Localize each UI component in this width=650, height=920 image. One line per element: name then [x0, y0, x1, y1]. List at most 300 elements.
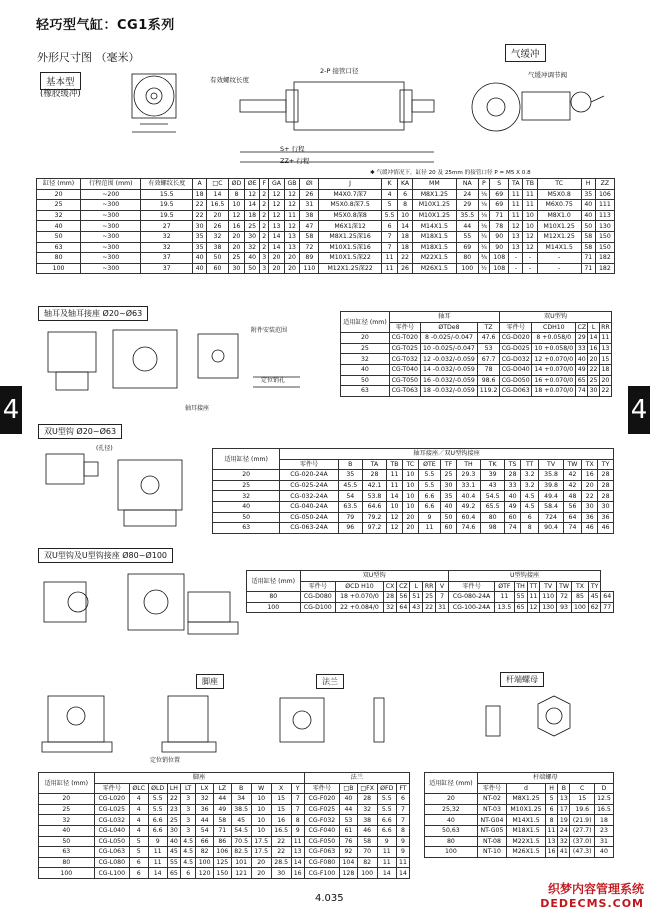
table-cell: 10: [523, 221, 537, 232]
table-cell: 5.5: [418, 480, 440, 491]
table-row: [39, 825, 410, 836]
table-cell: 20: [269, 263, 285, 274]
table-cell: 49: [213, 804, 231, 815]
table-cell: 106: [595, 189, 614, 200]
table-cell: 25: [228, 253, 244, 264]
single-clevis-drawing: [38, 322, 336, 408]
table-header-cell: ØLC: [129, 783, 148, 794]
table-cell: 35: [193, 231, 207, 242]
table-cell: 18: [398, 231, 412, 242]
table-cell: 71: [581, 263, 595, 274]
table-cell: 72: [557, 592, 572, 603]
table-cell: CG-F032: [304, 815, 339, 826]
table-cell: CG-T040: [389, 364, 420, 375]
table-cell: ½: [478, 263, 490, 274]
cylinder-outline-drawing: [36, 62, 631, 170]
table-cell: M22X1.5: [412, 253, 456, 264]
table-cell: 5.5: [418, 470, 440, 481]
table-header-cell: TT: [520, 459, 539, 470]
table-cell: ~300: [81, 263, 141, 274]
table-cell: M5X0.8深8: [319, 210, 381, 221]
table-cell: 14 -0.032/-0.059: [420, 364, 478, 375]
table-cell: 11: [377, 857, 396, 868]
table-cell: CG-020-24A: [280, 470, 338, 481]
table-header-cell: □C: [207, 179, 229, 190]
table-cell: 40: [193, 263, 207, 274]
table-row: [37, 242, 615, 253]
table-cell: 63.5: [338, 501, 362, 512]
table-cell: M12X1.25: [537, 231, 581, 242]
table-cell: 69: [490, 200, 509, 211]
table-cell: 40: [581, 210, 595, 221]
table-cell: 65: [167, 868, 180, 879]
table-header-cell: TV: [540, 581, 557, 592]
table-header-cell: TC: [403, 459, 419, 470]
table-cell: -: [523, 263, 537, 274]
port-note: 2-P 接管口径: [320, 67, 359, 75]
table-cell: 55: [167, 857, 180, 868]
table-row: [37, 221, 615, 232]
table-cell: 40: [505, 491, 521, 502]
table-cell: (21.9): [570, 815, 594, 826]
table-cell: 22: [167, 794, 180, 805]
table-cell: 7: [381, 231, 398, 242]
table-cell: (37.0): [570, 836, 594, 847]
table-cell: 11: [509, 210, 523, 221]
table-header-cell: TA: [509, 179, 523, 190]
table-cell: 17.5: [251, 847, 271, 858]
table-cell: 44: [456, 221, 478, 232]
table-cell: 20: [341, 333, 390, 344]
table-cell: 11: [396, 857, 409, 868]
table-cell: ⅛: [478, 200, 490, 211]
table-cell: 93: [557, 602, 572, 613]
table-row: [341, 386, 612, 397]
table-cell: 6: [129, 868, 148, 879]
table-cell: 70.5: [231, 836, 251, 847]
table-header-cell: RR: [601, 323, 610, 331]
table-cell: 46: [598, 523, 614, 534]
foot-flange-nut-drawing: [38, 686, 618, 766]
table-header-cell: CX: [383, 581, 396, 592]
table-cell: 36: [196, 804, 214, 815]
table-row: [39, 857, 410, 868]
table-cell: M5X0.8: [537, 189, 581, 200]
table-cell: 150: [595, 242, 614, 253]
table-cell: CG-D050: [499, 375, 531, 386]
table-cell: 7: [436, 592, 448, 603]
table-cell: 100: [39, 868, 95, 879]
table-cell: 22: [422, 602, 435, 613]
table-cell: CG-025-24A: [280, 480, 338, 491]
table-header-cell: 行程范围 (mm): [81, 179, 141, 190]
table-cell: 54.5: [231, 825, 251, 836]
table-cell: 78: [478, 364, 500, 375]
rod-nut-table: [424, 772, 614, 858]
table-cell: 18: [398, 242, 412, 253]
double-clevis-pin-title: 双U型钩及U型钩接座 Ø80~Ø100: [38, 548, 173, 563]
table-cell: CG-L040: [94, 825, 129, 836]
table-cell: 35.5: [456, 210, 478, 221]
table-cell: 44: [196, 815, 214, 826]
table-header-cell: CZ: [397, 581, 410, 592]
table-cell: 13: [509, 231, 523, 242]
table-row: [39, 794, 410, 805]
table-cell: 12.5: [594, 794, 613, 805]
table-cell: 45: [167, 847, 180, 858]
table-cell: 54: [196, 825, 214, 836]
table-cell: 19.5: [141, 210, 193, 221]
table-row: [213, 480, 614, 491]
table-row: [213, 523, 614, 534]
table-cell: 58.4: [539, 501, 563, 512]
table-cell: M12X1.25深22: [319, 263, 381, 274]
stroke-s-label: S+ 行程: [280, 145, 305, 153]
table-cell: 18 -0.032/-0.059: [420, 386, 478, 397]
table-cell: CG-D063: [499, 386, 531, 397]
table-group-header: 适用缸径 (mm): [213, 449, 280, 470]
table-cell: M8X1.25: [507, 794, 546, 805]
table-cell: 31: [594, 836, 613, 847]
table-cell: 44: [213, 794, 231, 805]
table-cell: 18: [594, 815, 613, 826]
table-cell: 26: [300, 189, 319, 200]
table-row: [39, 836, 410, 847]
table-cell: 54: [338, 491, 362, 502]
table-cell: 4.5: [520, 491, 539, 502]
table-cell: 97.2: [362, 523, 386, 534]
air-cushion-label: 气缓冲: [505, 44, 546, 62]
table-cell: 5: [129, 836, 148, 847]
table-cell: 13: [558, 794, 570, 805]
table-cell: 28.5: [271, 857, 291, 868]
table-cell: M8X1.25: [412, 189, 456, 200]
table-header-cell: J: [319, 179, 381, 190]
table-cell: 33: [576, 343, 588, 354]
table-header-cell: B: [558, 783, 570, 794]
table-cell: 22: [271, 847, 291, 858]
table-cell: 14: [396, 868, 409, 879]
table-header-cell: P: [478, 179, 490, 190]
table-cell: 100: [357, 868, 377, 879]
double-clevis-drawing: [38, 440, 213, 544]
table-cell: 40: [576, 354, 588, 365]
table-cell: 9: [396, 836, 409, 847]
table-cell: 3.2: [520, 470, 539, 481]
table-header-cell: □FX: [357, 783, 377, 794]
table-cell: 11: [377, 847, 396, 858]
table-cell: 19: [558, 815, 570, 826]
table-cell: 100: [37, 263, 81, 274]
table-cell: 64: [397, 602, 410, 613]
table-cell: CG-F050: [304, 836, 339, 847]
table-cell: 3: [260, 263, 269, 274]
single-clevis-title: 轴耳及轴耳接座 Ø20~Ø63: [38, 306, 148, 321]
table-cell: 14: [207, 189, 229, 200]
table-cell: 22 +0.084/0: [336, 602, 384, 613]
table-cell: 71: [490, 210, 509, 221]
table-cell: 43: [410, 602, 422, 613]
table-cell: 8: [545, 815, 557, 826]
table-cell: 12: [269, 189, 285, 200]
table-header-cell: L: [410, 581, 422, 592]
table-cell: 36: [598, 512, 614, 523]
table-cell: 11: [284, 210, 300, 221]
table-cell: 25,32: [425, 804, 478, 815]
positioning-hole-label-2: 定位销位置: [150, 757, 181, 764]
table-cell: CG-T025: [389, 343, 420, 354]
table-cell: 125: [213, 857, 231, 868]
table-cell: 100: [456, 263, 478, 274]
table-header-cell: RR: [422, 581, 435, 592]
table-cell: 2: [260, 242, 269, 253]
table-cell: 150: [595, 231, 614, 242]
clevis-table: [340, 311, 612, 397]
table-cell: 63: [39, 847, 95, 858]
table-cell: 80: [39, 857, 95, 868]
table-header-cell: 零件号: [448, 581, 494, 592]
table-cell: 8: [396, 825, 409, 836]
table-header-cell: 零件号: [304, 783, 339, 794]
table-cell: 7: [291, 804, 304, 815]
table-cell: 11: [599, 333, 611, 344]
table-cell: CG-L063: [94, 847, 129, 858]
table-cell: 56: [397, 592, 410, 603]
table-cell: 110: [540, 592, 557, 603]
table-cell: 23: [167, 804, 180, 815]
table-cell: 13: [509, 242, 523, 253]
table-cell: 25: [245, 221, 260, 232]
table-cell: 12: [523, 231, 537, 242]
table-cell: M10X1.25: [412, 200, 456, 211]
table-cell: 120: [196, 868, 214, 879]
table-row: [37, 253, 615, 264]
table-header-cell: ØCD H10: [336, 581, 384, 592]
table-cell: 25: [341, 343, 390, 354]
table-cell: 20: [37, 189, 81, 200]
table-cell: 16 -0.032/-0.059: [420, 375, 478, 386]
table-cell: 5.5: [377, 804, 396, 815]
table-cell: M18X1.5: [412, 231, 456, 242]
table-cell: M18X1.5: [507, 825, 546, 836]
table-cell: 37: [141, 253, 193, 264]
effective-thread-label: 有效螺纹长度: [210, 76, 249, 84]
table-cell: 12: [284, 221, 300, 232]
table-cell: -: [537, 253, 581, 264]
table-cell: 60: [505, 512, 521, 523]
table-cell: M8X1.0: [537, 210, 581, 221]
table-header-cell: ØTF: [495, 581, 514, 592]
table-cell: 20: [599, 375, 611, 386]
table-cell: 9: [377, 836, 396, 847]
table-cell: 14 +0.070/0: [532, 364, 576, 375]
table-cell: 18: [599, 364, 611, 375]
table-cell: 12: [509, 221, 523, 232]
table-cell: 6.6: [148, 815, 167, 826]
table-cell: ~200: [81, 189, 141, 200]
table-cell: 27: [141, 221, 193, 232]
table-header-cell: □B: [340, 783, 358, 794]
table-cell: 4: [129, 815, 148, 826]
table-header-cell: TV: [539, 459, 563, 470]
flange-label: 法兰: [316, 674, 344, 689]
table-cell: 98.6: [478, 375, 500, 386]
table-cell: 121: [231, 868, 251, 879]
table-cell: 67.7: [478, 354, 500, 365]
table-cell: M10X1.5深16: [319, 242, 381, 253]
table-row: [247, 602, 614, 613]
table-cell: 12: [269, 210, 285, 221]
watermark: [540, 880, 644, 910]
table-group-header: 双U型钩: [300, 571, 448, 582]
table-cell: 80: [425, 836, 478, 847]
table-cell: 86: [213, 836, 231, 847]
table-cell: M14X1.5: [412, 221, 456, 232]
table-header-cell: TA: [362, 459, 386, 470]
table-cell: NT-G04: [477, 815, 506, 826]
table-cell: 35: [338, 470, 362, 481]
double-clevis-title: 双U型钩 Ø20~Ø63: [38, 424, 122, 439]
table-cell: 13: [599, 343, 611, 354]
table-cell: 12: [228, 210, 244, 221]
table-cell: 5: [545, 794, 557, 805]
table-cell: 15: [599, 354, 611, 365]
table-cell: 32: [37, 210, 81, 221]
table-cell: M22X1.5: [507, 836, 546, 847]
foot-label: 脚座: [196, 674, 224, 689]
watermark-line2: DEDECMS.COM: [540, 897, 644, 910]
table-row: [37, 210, 615, 221]
table-header-cell: TY: [588, 581, 600, 592]
table-header-cell: TC: [537, 179, 581, 190]
table-cell: 12: [523, 242, 537, 253]
table-cell: 20: [207, 210, 229, 221]
table-header-cell: 零件号: [499, 322, 531, 333]
table-cell: 3: [260, 253, 269, 264]
table-cell: 32: [245, 242, 260, 253]
table-cell: 22: [271, 836, 291, 847]
table-cell: 60: [207, 263, 229, 274]
table-cell: 92: [340, 847, 358, 858]
table-cell: 43: [481, 480, 505, 491]
table-cell: 25: [39, 804, 95, 815]
table-cell: 30: [441, 480, 457, 491]
table-cell: 40: [37, 221, 81, 232]
table-cell: 3: [181, 815, 196, 826]
table-header-cell: ØI: [300, 179, 319, 190]
table-cell: 11: [387, 480, 403, 491]
table-header-cell: TF: [441, 459, 457, 470]
table-cell: 74: [563, 523, 582, 534]
table-group-header: 杆端螺母: [477, 773, 613, 784]
table-cell: 80: [456, 253, 478, 264]
table-header-cell: TH: [514, 581, 527, 592]
table-cell: 28: [383, 592, 396, 603]
table-cell: 16: [291, 868, 304, 879]
table-cell: 35: [441, 491, 457, 502]
table-cell: 18 +0.070/0: [532, 386, 576, 397]
table-cell: 37: [141, 263, 193, 274]
table-cell: 16: [582, 470, 598, 481]
table-cell: ~300: [81, 242, 141, 253]
table-header-cell: L: [588, 322, 599, 333]
table-cell: 34: [231, 794, 251, 805]
table-cell: 8: [291, 815, 304, 826]
table-cell: 10: [228, 200, 244, 211]
table-header-cell: 零件号: [300, 581, 336, 592]
table-cell: CG-F100: [304, 868, 339, 879]
table-cell: 70: [357, 847, 377, 858]
table-row: [39, 804, 410, 815]
table-cell: ¼: [478, 231, 490, 242]
table-cell: 25: [441, 470, 457, 481]
table-cell: 4: [129, 825, 148, 836]
table-cell: 66: [196, 836, 214, 847]
table-cell: 20: [284, 253, 300, 264]
table-cell: 49.4: [539, 491, 563, 502]
table-cell: NT-10: [477, 847, 506, 858]
page-title: 轻巧型气缸：CG1系列: [36, 18, 175, 33]
table-cell: 74: [505, 523, 521, 534]
table-cell: CG-L032: [94, 815, 129, 826]
table-cell: NT-08: [477, 836, 506, 847]
table-cell: 32: [39, 815, 95, 826]
table-cell: 44: [340, 804, 358, 815]
table-header-cell: TH: [456, 459, 480, 470]
table-cell: 108: [490, 263, 509, 274]
table-header-cell: C: [570, 783, 594, 794]
table-cell: 12: [284, 200, 300, 211]
table-header-cell: 有效螺纹长度: [141, 179, 193, 190]
table-cell: 49: [576, 364, 588, 375]
table-cell: 12: [527, 602, 539, 613]
table-header-cell: Y: [291, 783, 304, 794]
table-cell: 63: [213, 523, 280, 534]
table-cell: 89: [300, 253, 319, 264]
table-cell: 20: [403, 523, 419, 534]
table-cell: 13.5: [495, 602, 514, 613]
table-cell: 7: [396, 804, 409, 815]
table-row: [213, 491, 614, 502]
table-group-header: 适用缸径 (mm): [425, 773, 478, 794]
table-group-header: 轴耳: [389, 312, 499, 323]
table-cell: 32: [207, 231, 229, 242]
table-cell: 31: [436, 602, 448, 613]
table-cell: 47.6: [478, 333, 500, 344]
table-header-cell: X: [271, 783, 291, 794]
table-cell: 10: [403, 470, 419, 481]
table-cell: 13: [284, 242, 300, 253]
table-cell: 40: [193, 253, 207, 264]
table-cell: CG-T020: [389, 333, 420, 344]
table-cell: 6.6: [377, 815, 396, 826]
table-cell: 79: [338, 512, 362, 523]
table-cell: 16: [589, 345, 598, 353]
table-cell: ⅛: [478, 221, 490, 232]
table-cell: 80: [247, 592, 301, 603]
air-cushion-note: ✱ 气缓冲情况下，缸径 20 及 25mm 的接管口径 P = M5 X 0.8: [370, 170, 531, 176]
table-cell: 13: [545, 836, 557, 847]
table-cell: M14X1.5: [507, 815, 546, 826]
table-cell: 82.5: [231, 847, 251, 858]
table-cell: 20: [589, 355, 598, 363]
foot-flange-table: [38, 772, 410, 879]
table-cell: 20: [39, 794, 95, 805]
table-cell: 14: [387, 491, 403, 502]
table-cell: CG-F063: [304, 847, 339, 858]
table-cell: 40: [167, 836, 180, 847]
table-cell: 14: [398, 221, 412, 232]
